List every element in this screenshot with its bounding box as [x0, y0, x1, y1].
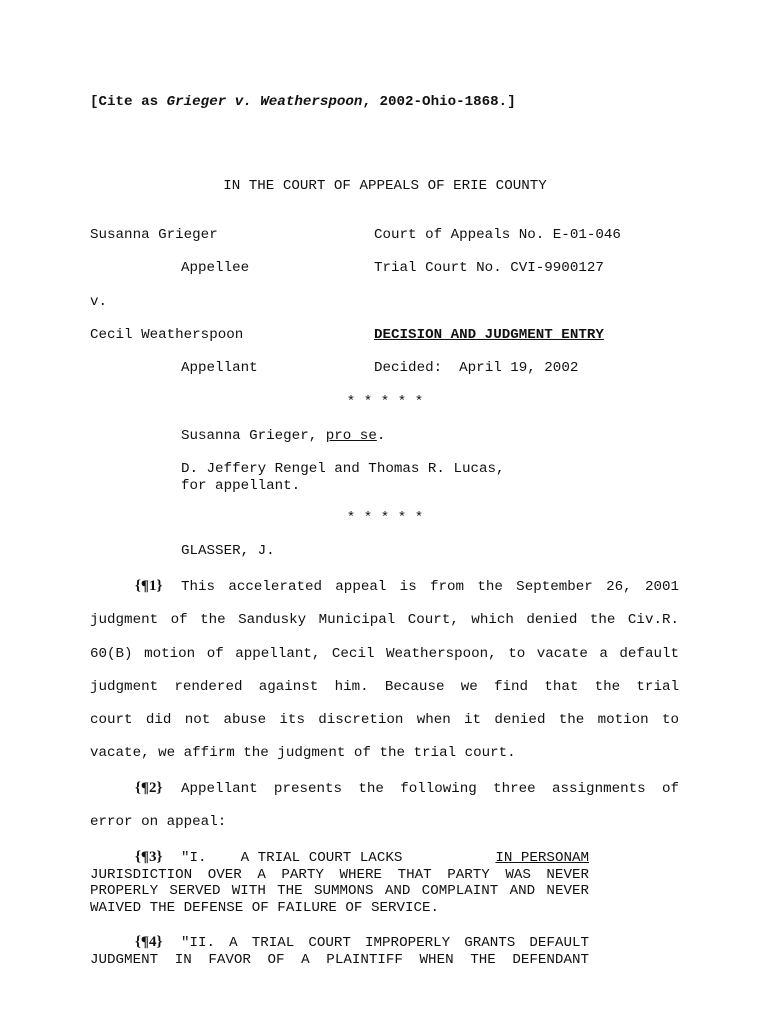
- paragraph-3-line-3: PROPERLY SERVED WITH THE SUMMONS AND COMPLAINT AND NEVER: [90, 883, 589, 899]
- paragraph-3-open: "I. A TRIAL COURT LACKS: [181, 850, 411, 866]
- separator-bottom: * * * * *: [346, 510, 424, 526]
- versus: v.: [90, 294, 108, 310]
- appellee-name: Susanna Grieger: [90, 227, 218, 243]
- paragraph-1-line-3: 60(B) motion of appellant, Cecil Weatherspoon, to vacate a default: [90, 646, 679, 662]
- paragraph-1-line-1: This accelerated appeal is from the September 26, 2001: [181, 579, 679, 595]
- counsel-appellant-line2: for appellant.: [181, 478, 301, 494]
- appellant-role: Appellant: [181, 360, 258, 376]
- appellee-role: Appellee: [181, 260, 250, 276]
- citation-line: [90, 94, 516, 111]
- appellant-name: Cecil Weatherspoon: [90, 327, 244, 343]
- paragraph-1-line-4: judgment rendered against him. Because we find that the trial: [90, 679, 679, 695]
- court-title: IN THE COURT OF APPEALS OF ERIE COUNTY: [223, 178, 547, 194]
- paragraph-1-marker: {¶1}: [135, 578, 163, 594]
- paragraph-3-line-4: WAIVED THE DEFENSE OF FAILURE OF SERVICE.: [90, 900, 440, 916]
- decided-line: [374, 360, 578, 377]
- paragraph-3-marker: {¶3}: [135, 849, 163, 865]
- counsel-appellee: [181, 428, 385, 445]
- citation-open: [Cite as: [90, 94, 167, 110]
- judge-name: GLASSER, J.: [181, 543, 275, 559]
- citation-case-name: Grieger v. Weatherspoon: [166, 94, 363, 110]
- in-personam: IN PERSONAM: [495, 850, 589, 866]
- paragraph-2-line-1: Appellant presents the following three assignments of: [181, 781, 679, 797]
- paragraph-1-line-2: judgment of the Sandusky Municipal Court, which denied the Civ.R.: [90, 612, 679, 628]
- appeals-number: Court of Appeals No. E-01-046: [374, 227, 621, 243]
- paragraph-4-line-2: JUDGMENT IN FAVOR OF A PLAINTIFF WHEN THE DEFENDANT: [90, 952, 589, 968]
- paragraph-1-line-6: vacate, we affirm the judgment of the trial court.: [90, 745, 516, 761]
- decided-date: April 19, 2002: [459, 360, 579, 376]
- trial-court-number: Trial Court No. CVI-9900127: [374, 260, 604, 276]
- separator-top: * * * * *: [346, 394, 424, 410]
- paragraph-3-line-2: JURISDICTION OVER A PARTY WHERE THAT PARTY WAS NEVER: [90, 867, 589, 883]
- decided-label: Decided:: [374, 360, 443, 376]
- paragraph-1-line-5: court did not abuse its discretion when it denied the motion to: [90, 712, 679, 728]
- paragraph-4-line-1: "II. A TRIAL COURT IMPROPERLY GRANTS DEFAULT: [181, 935, 589, 951]
- paragraph-2-line-2: error on appeal:: [90, 814, 227, 830]
- counsel-appellant-line1: D. Jeffery Rengel and Thomas R. Lucas,: [181, 461, 505, 477]
- paragraph-2-marker: {¶2}: [135, 780, 163, 796]
- paragraph-3-line-1: [181, 850, 589, 867]
- counsel-appellee-name: Susanna Grieger,: [181, 428, 326, 444]
- pro-se: pro se: [325, 428, 377, 444]
- paragraph-4-marker: {¶4}: [135, 934, 163, 950]
- citation-rest: , 2002-Ohio-1868.]: [362, 94, 516, 110]
- entry-title: DECISION AND JUDGMENT ENTRY: [374, 327, 604, 343]
- counsel-appellee-end: .: [376, 428, 386, 444]
